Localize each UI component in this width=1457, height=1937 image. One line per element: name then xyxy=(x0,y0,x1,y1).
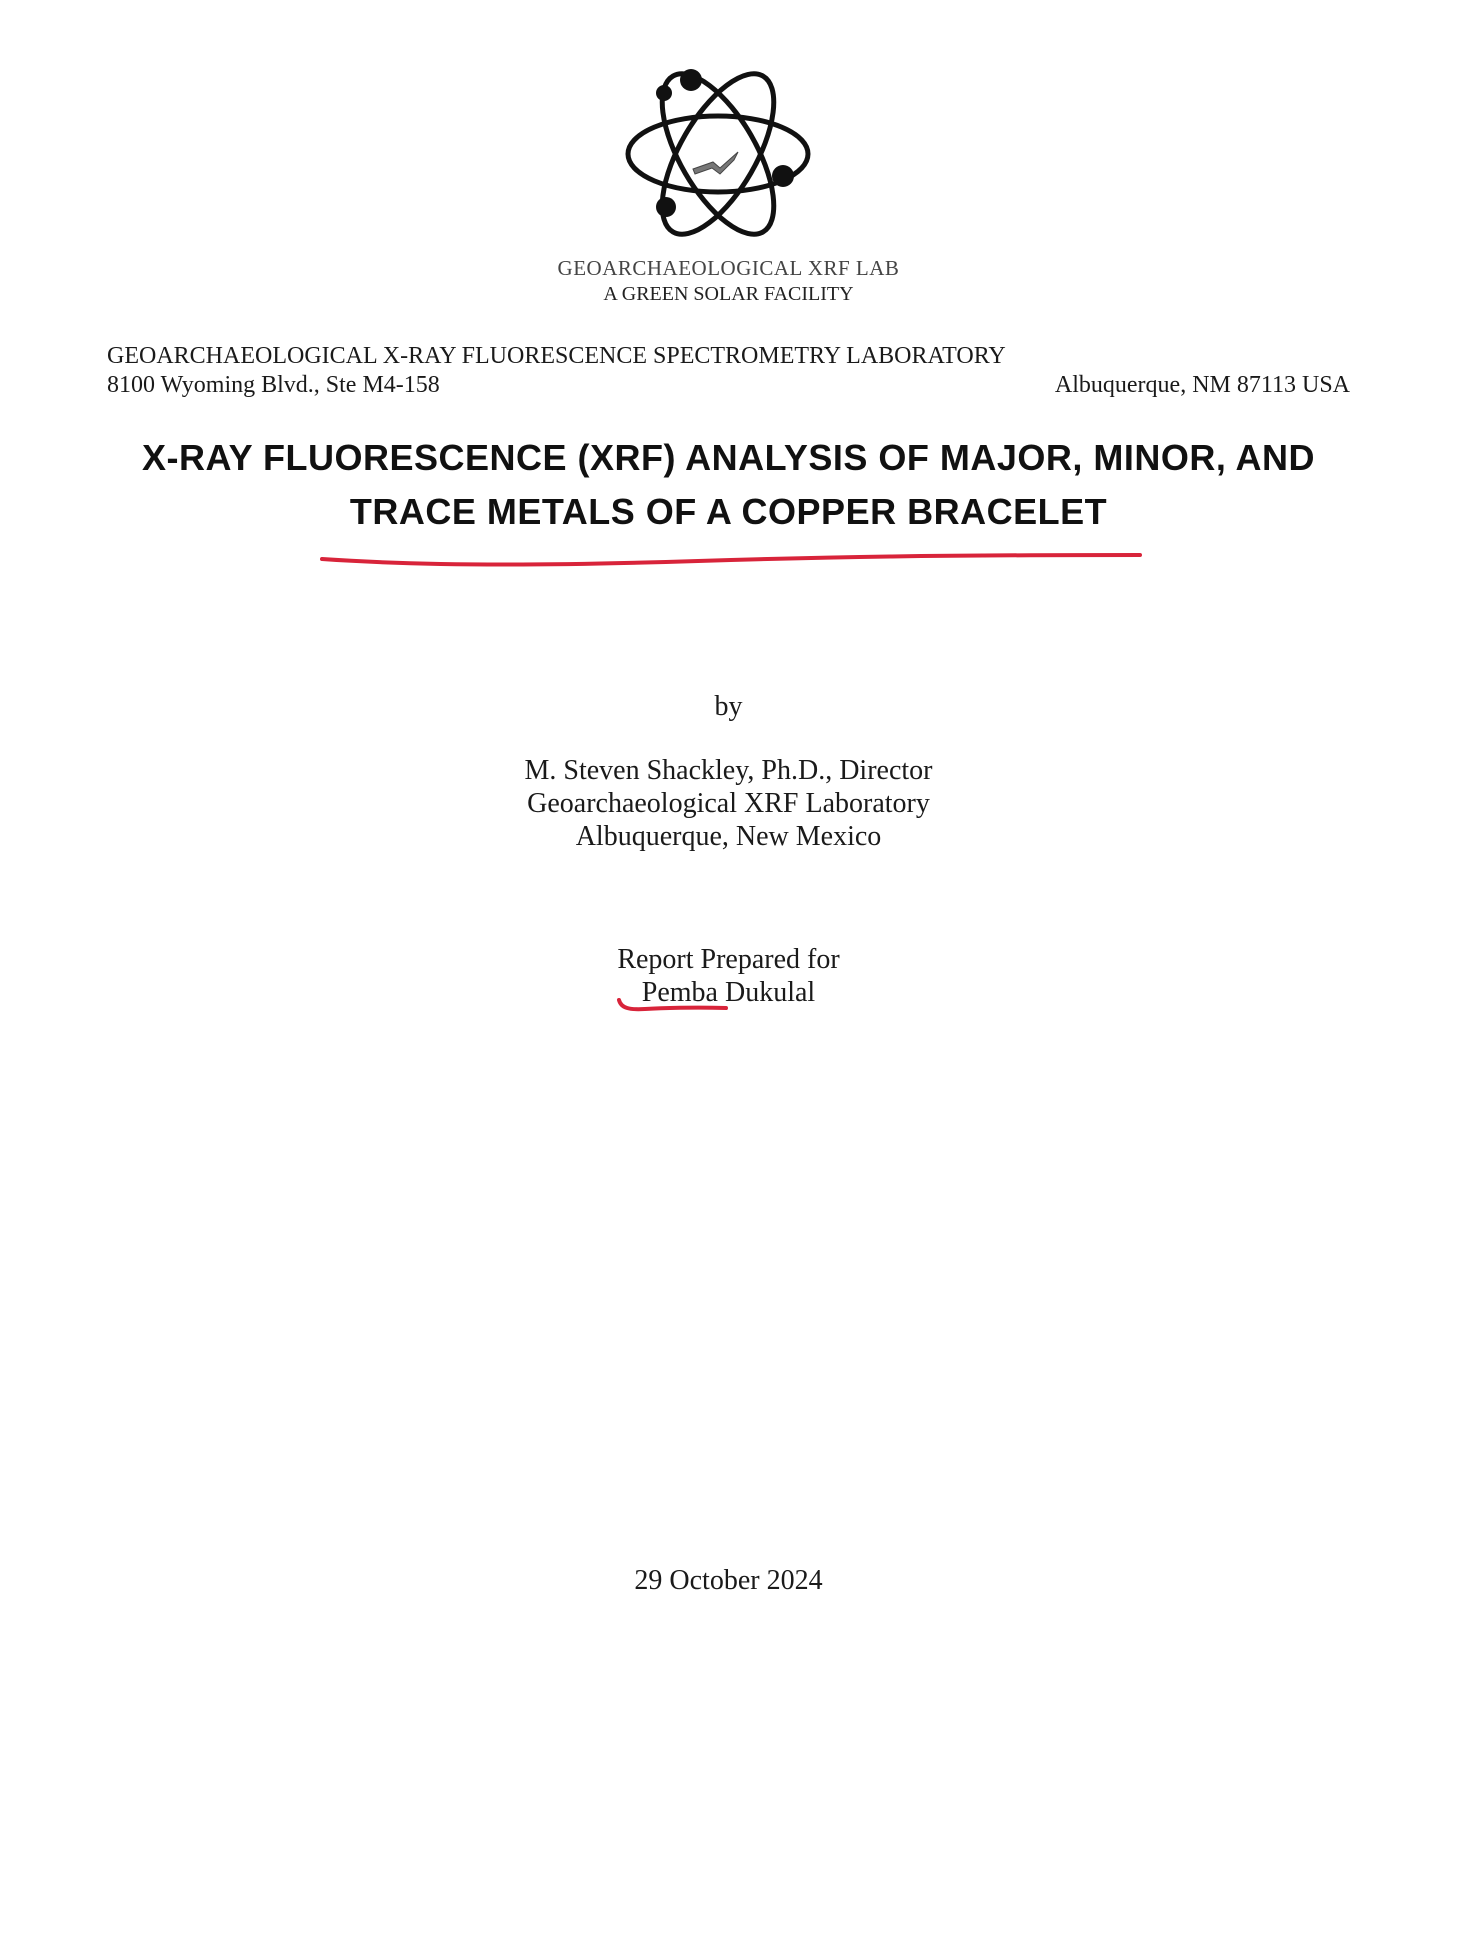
title-red-underline xyxy=(318,545,1144,571)
lab-full-name: GEOARCHAEOLOGICAL X-RAY FLUORESCENCE SPECTROMETRY LABORATORY xyxy=(107,343,1006,369)
report-date: 29 October 2024 xyxy=(634,1565,823,1596)
author-name: M. Steven Shackley, Ph.D., Director xyxy=(524,755,933,786)
address-street: 8100 Wyoming Blvd., Ste M4-158 xyxy=(107,372,440,398)
prepared-for-name: Pemba Dukulal xyxy=(641,977,816,1008)
atom-logo-icon xyxy=(618,64,818,244)
name-red-underline xyxy=(615,996,730,1018)
prepared-for-label: Report Prepared for xyxy=(617,944,840,975)
report-title-line1: X-RAY FLUORESCENCE (XRF) ANALYSIS OF MAJOR, MINOR, AND xyxy=(141,437,1316,478)
address-city: Albuquerque, NM 87113 USA xyxy=(1054,372,1350,398)
report-title-line2: TRACE METALS OF A COPPER BRACELET xyxy=(349,491,1108,532)
author-affiliation: Geoarchaeological XRF Laboratory xyxy=(527,788,930,819)
by-line: by xyxy=(714,691,743,722)
author-location: Albuquerque, New Mexico xyxy=(575,821,882,852)
logo-caption-tagline: A GREEN SOLAR FACILITY xyxy=(603,283,854,305)
logo-caption-lab-name: GEOARCHAEOLOGICAL XRF LAB xyxy=(557,256,900,280)
